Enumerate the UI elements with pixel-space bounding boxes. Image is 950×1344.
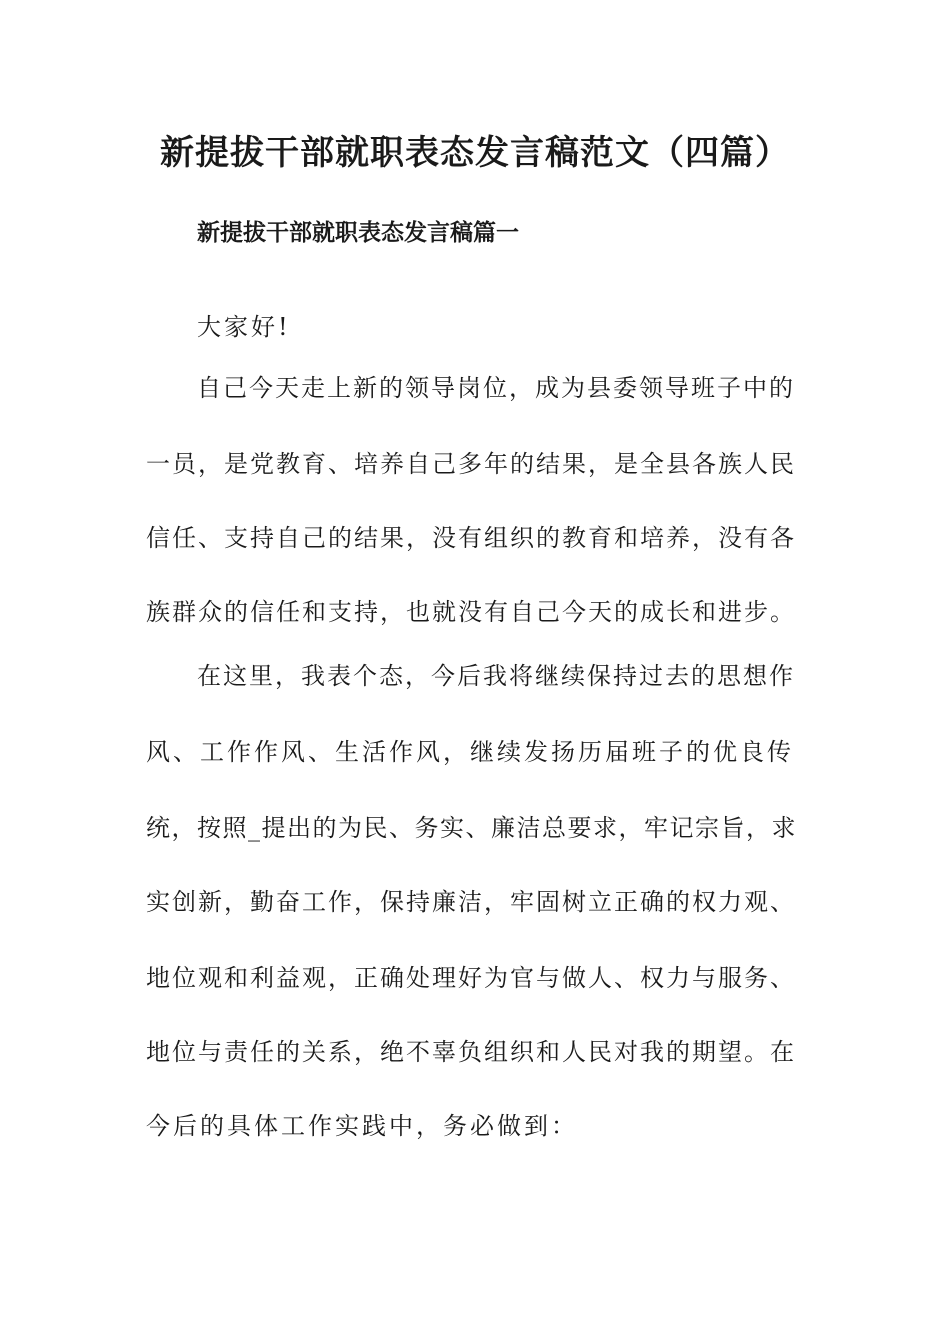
paragraph-line: 地位与责任的关系，绝不辜负组织和人民对我的期望。在 [146,1038,796,1066]
paragraph-line: 今后的具体工作实践中，务必做到： [146,1112,578,1140]
paragraph-line: 自己今天走上新的领导岗位，成为县委领导班子中的 [197,374,795,402]
paragraph-line: 统，按照_提出的为民、务实、廉洁总要求，牢记宗旨，求 [146,814,797,842]
paragraph-line: 实创新，勤奋工作，保持廉洁，牢固树立正确的权力观、 [146,888,796,916]
greeting-text: 大家好! [197,313,291,341]
paragraph-line: 在这里，我表个态，今后我将继续保持过去的思想作 [197,662,795,690]
paragraph-line: 一员，是党教育、培养自己多年的结果，是全县各族人民 [146,450,796,478]
paragraph-line: 族群众的信任和支持，也就没有自己今天的成长和进步。 [146,598,796,626]
paragraph-line: 地位观和利益观，正确处理好为官与做人、权力与服务、 [146,964,796,992]
document-title: 新提拔干部就职表态发言稿范文（四篇） [160,133,790,173]
paragraph-line: 信任、支持自己的结果，没有组织的教育和培养，没有各 [146,524,796,552]
paragraph-line: 风、工作作风、生活作风，继续发扬历届班子的优良传 [146,738,794,766]
section-heading: 新提拔干部就职表态发言稿篇一 [197,219,519,246]
